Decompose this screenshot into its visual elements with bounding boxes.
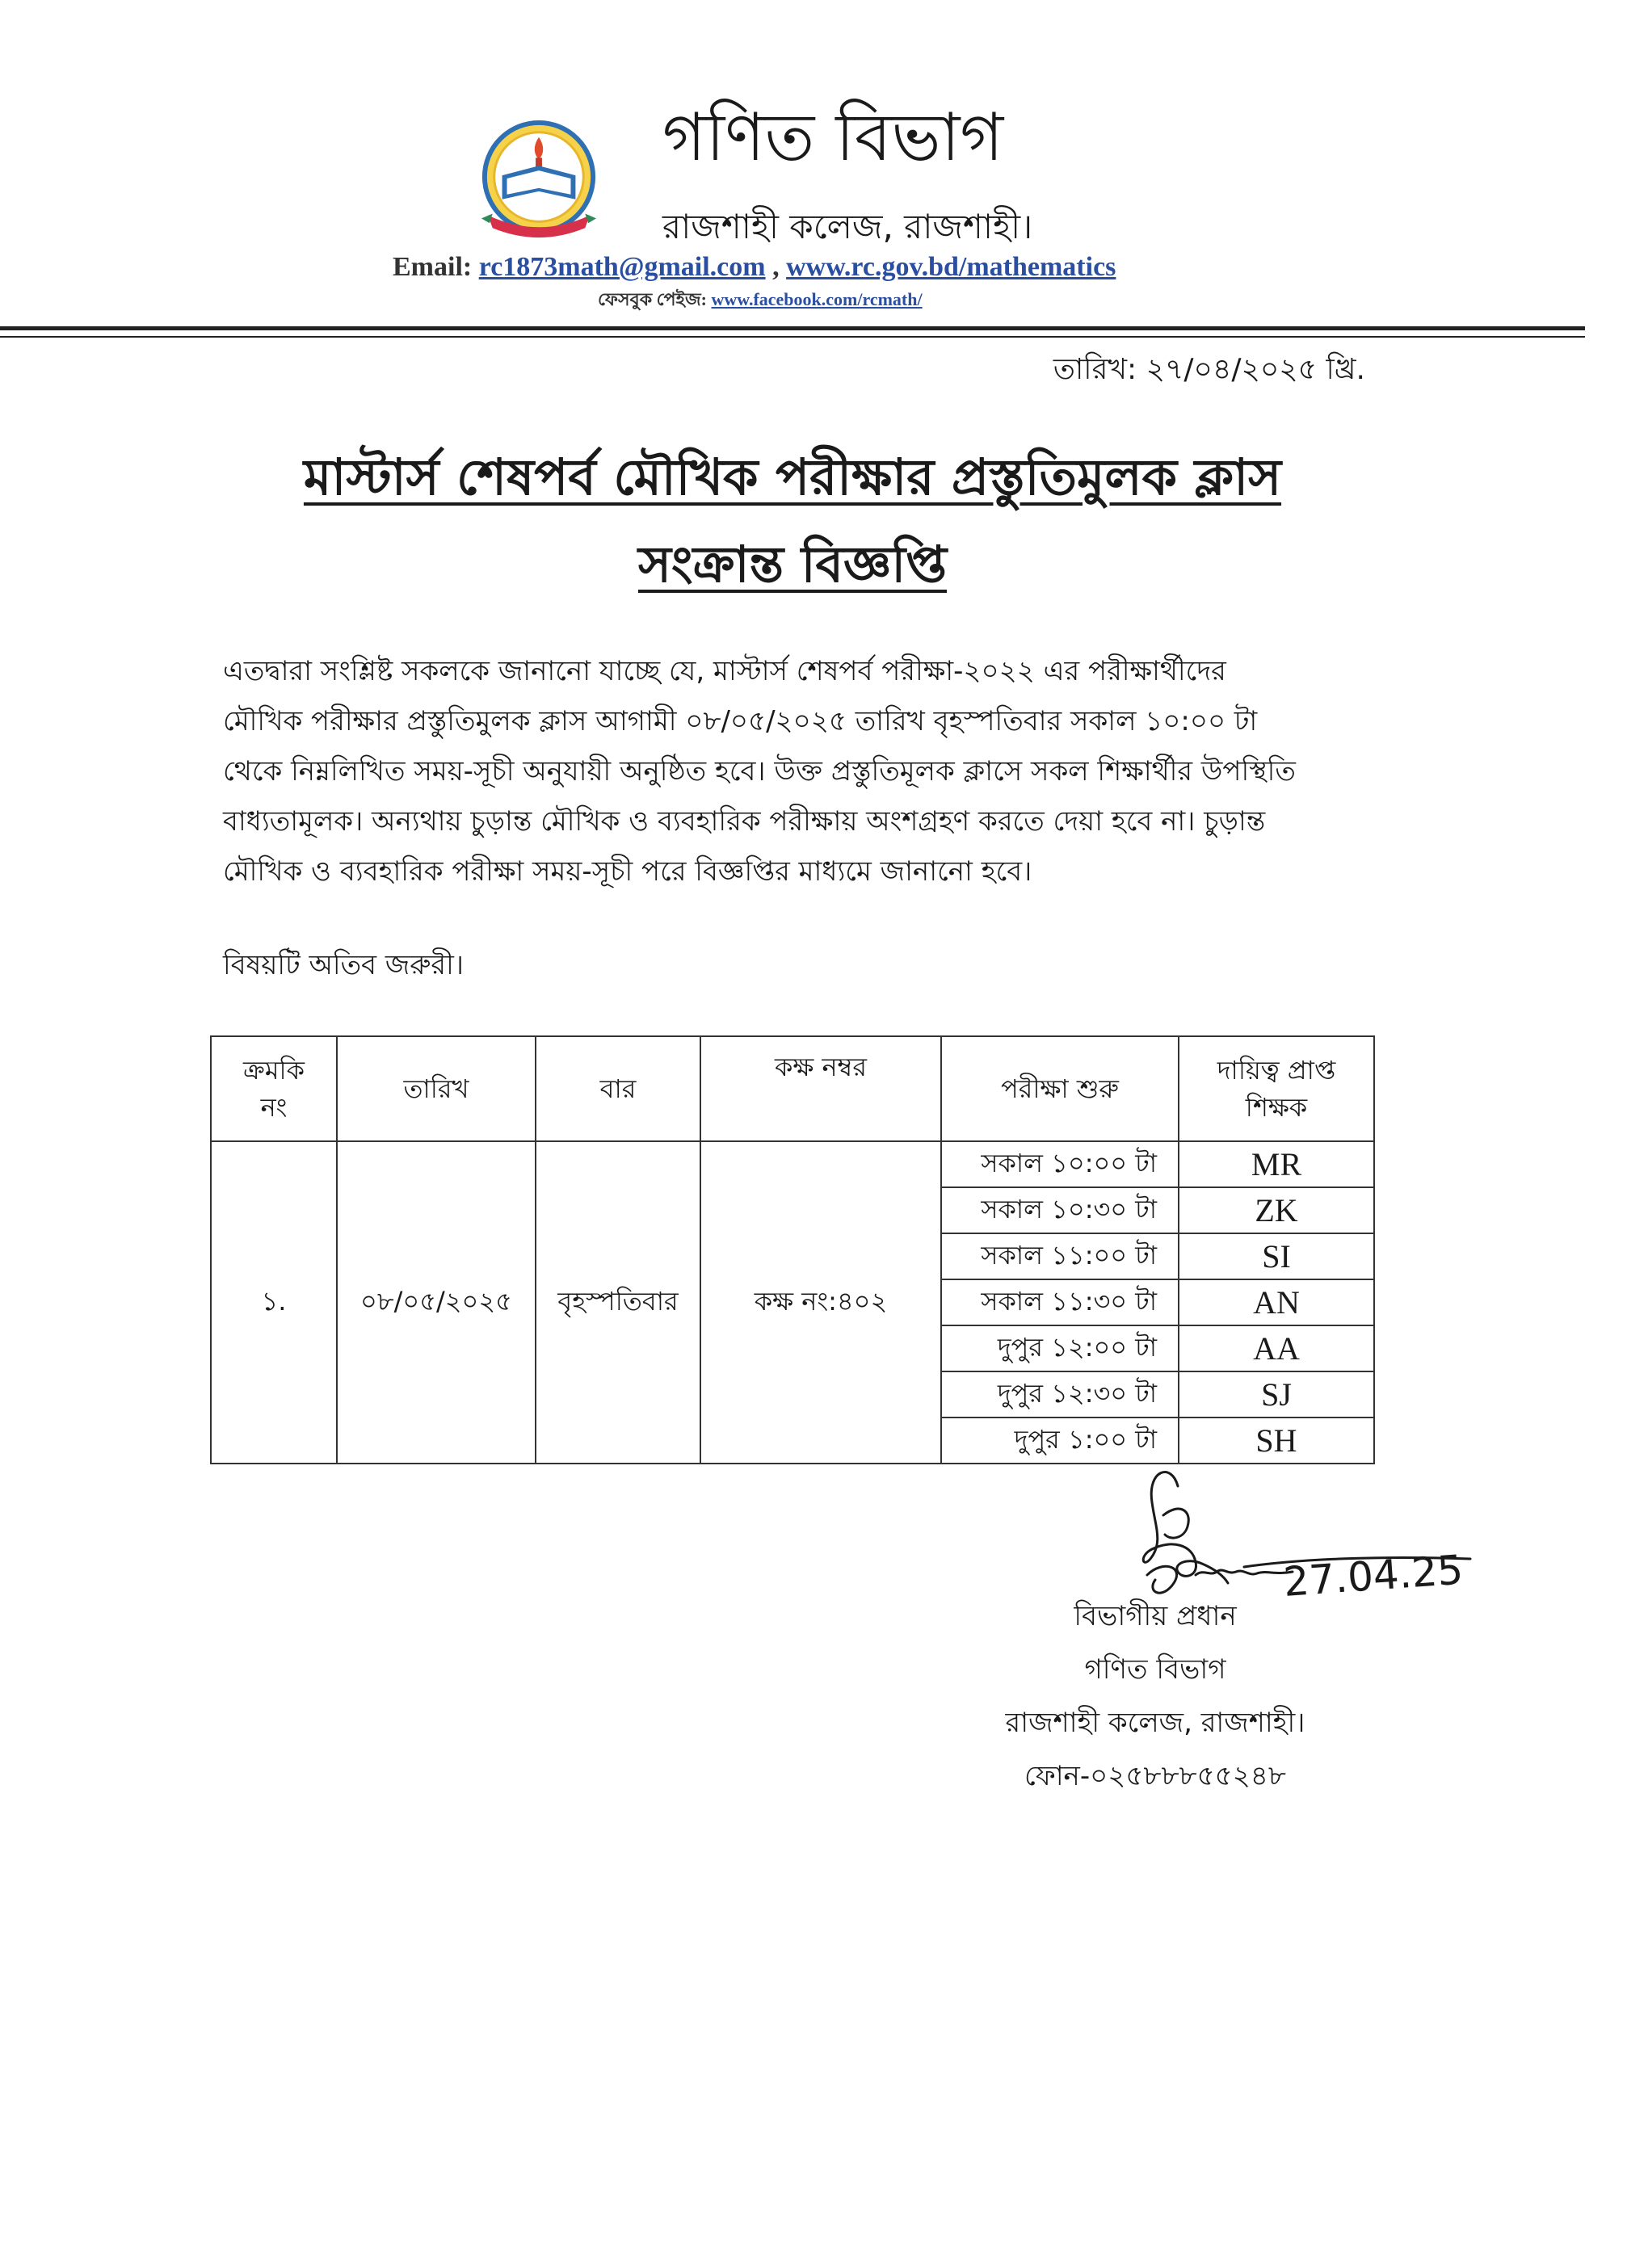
body-line: এতদ্বারা সংশ্লিষ্ট সকলকে জানানো যাচ্ছে যে, মাস্টার্স শেষপর্ব পরীক্ষা-২০২২ এর পরীক্ষার্থীদের bbox=[223, 655, 1226, 687]
signatory-department: গণিত বিভাগ bbox=[1084, 1653, 1226, 1686]
col-day-header: বার bbox=[536, 1036, 700, 1141]
col-room-header: কক্ষ নম্বর bbox=[700, 1036, 941, 1141]
time-cell: সকাল ১১:০০ টা bbox=[941, 1233, 1179, 1279]
col-date-header: তারিখ bbox=[337, 1036, 536, 1141]
col-teacher-header bbox=[1179, 1036, 1374, 1141]
teacher-cell: ZK bbox=[1179, 1187, 1374, 1233]
serial-header-line-1: ক্রমকি bbox=[242, 1055, 305, 1086]
col-serial-header bbox=[211, 1036, 337, 1141]
time-cell: দুপুর ১২:০০ টা bbox=[941, 1325, 1179, 1371]
college-logo bbox=[475, 120, 603, 242]
notice-body bbox=[223, 646, 1362, 897]
body-line: থেকে নিম্নলিখিত সময়-সূচী অনুযায়ী অনুষ্ঠিত হবে। উক্ত প্রস্তুতিমূলক ক্লাসে সকল শিক্ষার্থীর উপস্থিতি bbox=[223, 755, 1296, 788]
department-title: গণিত বিভাগ bbox=[662, 99, 1004, 176]
body-line: বাধ্যতামূলক। অন্যথায় চুড়ান্ত মৌখিক ও ব্যবহারিক পরীক্ষায় অংশগ্রহণ করতে দেয়া হবে না। চুড়ান্ত bbox=[223, 805, 1266, 838]
col-start-header: পরীক্ষা শুরু bbox=[941, 1036, 1179, 1141]
signatory-college: রাজশাহী কলেজ, রাজশাহী। bbox=[1005, 1707, 1305, 1739]
signatory-phone: ফোন-০২৫৮৮৮৫৫২৪৮ bbox=[1024, 1760, 1286, 1792]
header-divider-thin bbox=[0, 336, 1585, 338]
teacher-cell: SJ bbox=[1179, 1371, 1374, 1418]
facebook-line bbox=[598, 291, 1244, 309]
contact-separator: , bbox=[765, 252, 787, 282]
teacher-cell: MR bbox=[1179, 1141, 1374, 1187]
time-cell: সকাল ১১:৩০ টা bbox=[941, 1279, 1179, 1325]
table-header-row bbox=[211, 1036, 1374, 1141]
body-line: মৌখিক পরীক্ষার প্রস্তুতিমুলক ক্লাস আগামী ০৮/০৫/২০২৫ তারিখ বৃহস্পতিবার সকাল ১০:০০ টা bbox=[223, 705, 1258, 737]
body-line: মৌখিক ও ব্যবহারিক পরীক্ষা সময়-সূচী পরে বিজ্ঞপ্তির মাধ্যমে জানানো হবে। bbox=[223, 855, 1032, 888]
teacher-cell: SH bbox=[1179, 1418, 1374, 1464]
teacher-cell: AN bbox=[1179, 1279, 1374, 1325]
handwritten-date: 27.04.25 bbox=[1281, 1546, 1465, 1606]
teacher-cell: SI bbox=[1179, 1233, 1374, 1279]
time-cell: সকাল ১০:৩০ টা bbox=[941, 1187, 1179, 1233]
email-label: Email: bbox=[393, 252, 473, 282]
college-name: রাজশাহী কলেজ, রাজশাহী। bbox=[662, 207, 1033, 246]
room-cell: কক্ষ নং:৪০২ bbox=[700, 1141, 941, 1464]
time-cell: দুপুর ১:০০ টা bbox=[941, 1418, 1179, 1464]
teacher-header-line-2: শিক্ষক bbox=[1245, 1092, 1308, 1123]
signatory-block bbox=[929, 1590, 1381, 1803]
email-link[interactable]: rc1873math@gmail.com bbox=[478, 252, 766, 282]
urgent-note: বিষয়টি অতিব জরুরী। bbox=[223, 949, 464, 981]
facebook-link[interactable]: www.facebook.com/rcmath/ bbox=[711, 289, 923, 309]
serial-cell: ১. bbox=[211, 1141, 337, 1464]
day-cell: বৃহস্পতিবার bbox=[536, 1141, 700, 1464]
header-divider-thick bbox=[0, 326, 1585, 330]
website-link[interactable]: www.rc.gov.bd/mathematics bbox=[786, 252, 1116, 282]
teacher-header-line-1: দায়িত্ব প্রাপ্ত bbox=[1217, 1055, 1336, 1086]
time-cell: সকাল ১০:০০ টা bbox=[941, 1141, 1179, 1187]
notice-date: তারিখ: ২৭/০৪/২০২৫ খ্রি. bbox=[1053, 353, 1365, 386]
teacher-cell: AA bbox=[1179, 1325, 1374, 1371]
schedule-table bbox=[210, 1035, 1375, 1464]
notice-title-line-1: মাস্টার্স শেষপর্ব মৌখিক পরীক্ষার প্রস্তুতিমুলক ক্লাস bbox=[303, 447, 1282, 506]
notice-title-line-2: সংক্রান্ত বিজ্ঞপ্তি bbox=[637, 535, 948, 594]
table-row bbox=[211, 1141, 1374, 1187]
facebook-label: ফেসবুক পেইজ: bbox=[598, 289, 707, 309]
date-cell: ০৮/০৫/২০২৫ bbox=[337, 1141, 536, 1464]
serial-header-line-2: নং bbox=[260, 1092, 288, 1123]
signatory-title: বিভাগীয় প্রধান bbox=[1074, 1600, 1237, 1632]
time-cell: দুপুর ১২:৩০ টা bbox=[941, 1371, 1179, 1418]
contact-line bbox=[393, 254, 1443, 281]
